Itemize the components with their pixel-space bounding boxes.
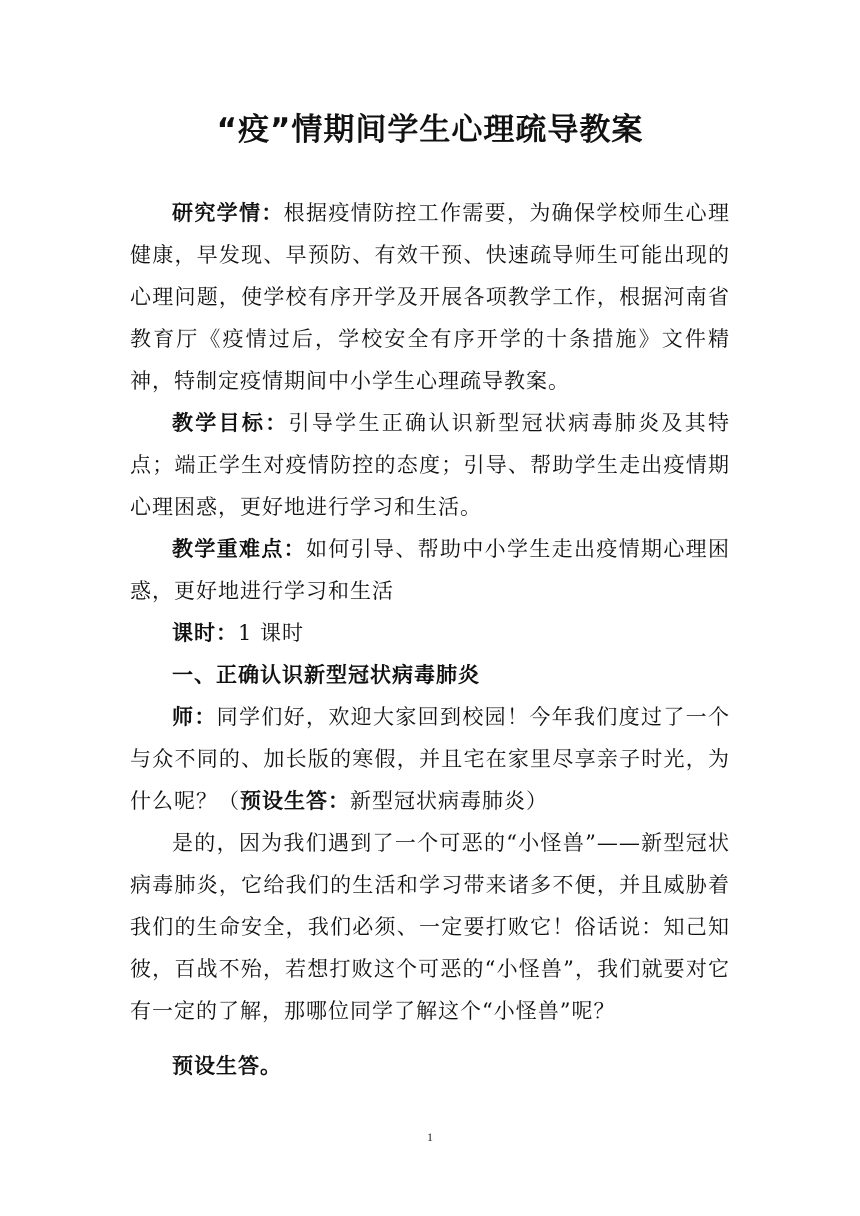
paragraph-lead: 教学重难点： [172, 537, 306, 561]
section-heading-text: 一、正确认识新型冠状病毒肺炎 [172, 663, 480, 687]
expected-answer-heading: 预设生答。 [172, 1054, 282, 1078]
paragraph-lead: 教学目标： [172, 411, 289, 435]
expected-answer-label: 预设生答： [240, 789, 350, 813]
paragraph-text-tail: 新型冠状病毒肺炎） [350, 789, 548, 813]
paragraph-research [130, 192, 730, 402]
paragraph-text: 如何引导、帮助中小学生走出疫情期心理困惑，更好地进行学习和生活 [130, 537, 730, 603]
paragraph-key-points [130, 528, 730, 612]
paragraph-text: 引导学生正确认识新型冠状病毒肺炎及其特点；端正学生对疫情防控的态度；引导、帮助学生走出疫情期心理困惑，更好地进行学习和生活。 [130, 411, 731, 519]
paragraph-text: 根据疫情防控工作需要，为确保学校师生心理健康，早发现、早预防、有效干预、快速疏导师生可能出现的心理问题，使学校有序开学及开展各项教学工作，根据河南省教育厅《疫情过后，学校安全有序开学的十条措施》文件精神，特制定疫情期间中小学生心理疏导教案。 [130, 201, 731, 393]
document-title: “疫”情期间学生心理疏导教案 [216, 112, 644, 148]
paragraph-text: 是的，因为我们遇到了一个可恶的“小怪兽”——新型冠状病毒肺炎，它给我们的生活和学习带来诸多不便，并且威胁着我们的生命安全，我们必须、一定要打败它！俗话说：知己知彼，百战不殆，若想打败这个可恶的“小怪兽”，我们就要对它有一定的了解，那哪位同学了解这个“小怪兽”呢？ [130, 831, 730, 1023]
paragraph-text: 1 课时 [238, 621, 305, 645]
paragraph-monster [130, 822, 730, 1032]
section-heading [130, 654, 730, 696]
paragraph-lead: 课时： [172, 621, 238, 645]
paragraph-lead: 师： [172, 705, 217, 729]
paragraph-lead: 研究学情： [172, 201, 284, 225]
paragraph-class-hours [130, 612, 730, 654]
paragraph-expected-answer [130, 1045, 730, 1087]
page-number: 1 [427, 1130, 433, 1144]
paragraph-text: 同学们好，欢迎大家回到校园！今年我们度过了一个与众不同的、加长版的寒假，并且宅在家里尽享亲子时光，为什么呢？（ [130, 705, 731, 813]
document-body [130, 192, 730, 1087]
paragraph-teacher [130, 696, 730, 822]
paragraph-goals [130, 402, 730, 528]
